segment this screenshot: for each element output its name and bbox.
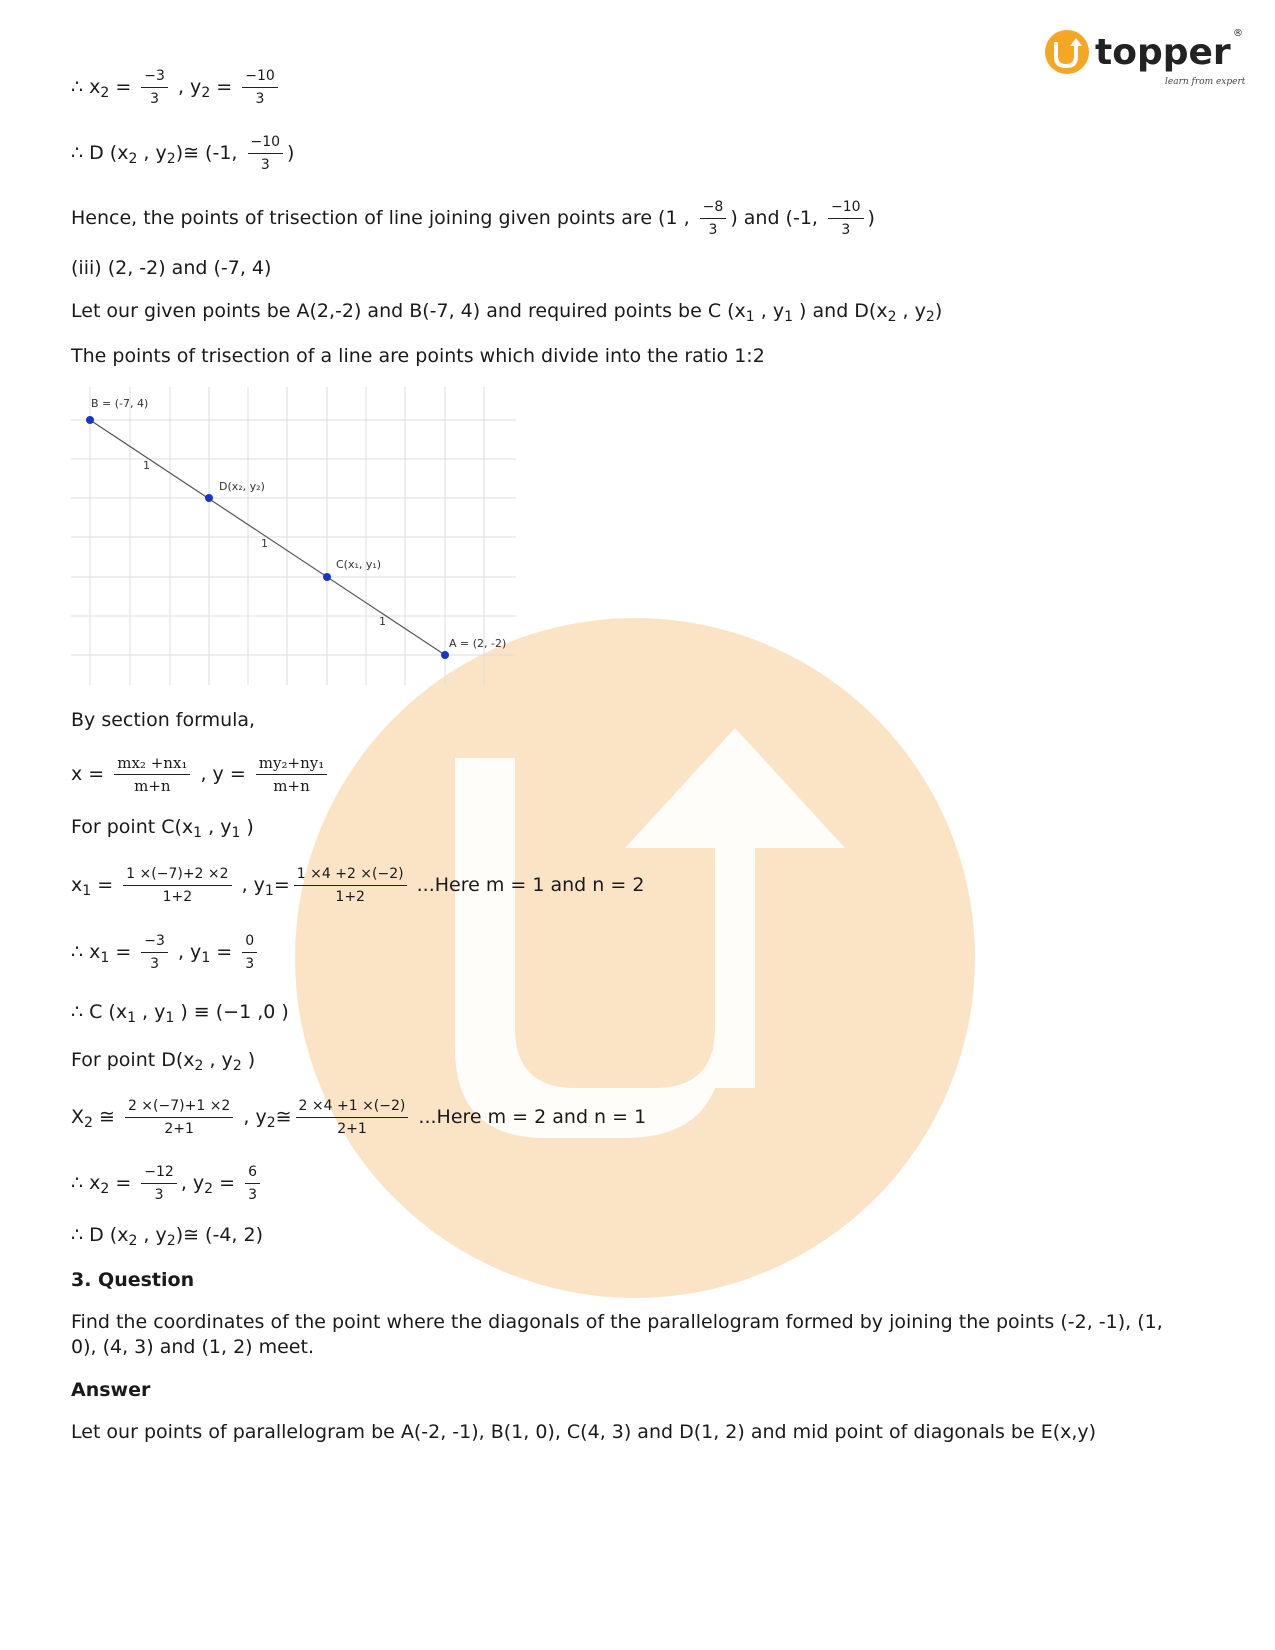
numerator: mx₂ +nx₁ (114, 755, 190, 775)
subscript: 1 (745, 309, 755, 325)
subscript: 2 (204, 1181, 214, 1197)
line-hence-trisection (71, 199, 875, 238)
text: = (213, 1172, 242, 1194)
point-b (86, 416, 94, 424)
text: ≅ (275, 1106, 292, 1128)
fraction (256, 755, 327, 794)
subscript: 2 (925, 309, 935, 325)
logo-wordmark: topper (1095, 32, 1231, 73)
label-d: D(x₂, y₂) (219, 480, 265, 493)
line-d-computation (71, 1098, 646, 1137)
trisection-graph (71, 387, 516, 685)
numerator: 2 ×(−7)+1 ×2 (125, 1098, 233, 1118)
question-3-title: 3. Question (71, 1269, 195, 1291)
ratio-label-3: 1 (379, 615, 386, 628)
fraction (141, 933, 168, 972)
text: , y (137, 1224, 167, 1246)
numerator: 1 ×(−7)+2 ×2 (123, 866, 231, 886)
text: = (210, 941, 239, 963)
question-3-text: Find the coordinates of the point where the diagonals of the parallelogram formed by joining the points (-2, -1), (1, 0), (4, 3) and (1, 2) meet. (71, 1311, 1163, 1358)
subscript: 1 (82, 883, 92, 899)
label-b: B = (-7, 4) (91, 397, 149, 410)
denominator: 3 (708, 222, 718, 238)
text: For point C(x (71, 816, 194, 838)
subscript: 1 (264, 883, 274, 899)
numerator: 2 ×4 +1 ×(−2) (296, 1098, 409, 1118)
subscript: 2 (232, 1058, 242, 1074)
answer-text: Let our points of parallelogram be A(-2, -1), B(1, 0), C(4, 3) and D(1, 2) and mid point of diagonals be E(x,y) (71, 1421, 1097, 1443)
subscript: 1 (193, 825, 203, 841)
text: ∴ x (71, 941, 101, 963)
text: , y (203, 1049, 233, 1071)
point-c (323, 573, 331, 581)
fraction (294, 866, 407, 905)
denominator: 3 (150, 91, 160, 107)
text: ) (240, 816, 254, 838)
subscript: 2 (194, 1058, 204, 1074)
numerator: −10 (248, 134, 284, 154)
fraction (245, 1164, 260, 1203)
line-for-point-d (71, 1048, 255, 1078)
subscript: 2 (201, 85, 211, 101)
text: ...Here m = 1 and n = 2 (410, 874, 645, 896)
numerator: my₂+ny₁ (256, 755, 327, 775)
denominator: 2+1 (337, 1121, 367, 1137)
line-for-point-c (71, 815, 254, 845)
text: ∴ C (x (71, 1001, 128, 1023)
fraction (248, 134, 284, 173)
numerator: 1 ×4 +2 ×(−2) (294, 866, 407, 886)
text: ) (241, 1049, 256, 1071)
text: x = (71, 763, 111, 785)
subscript: 2 (887, 309, 897, 325)
text: , y (235, 874, 265, 896)
logo-tagline: learn from experts (1165, 77, 1245, 87)
registered-mark: ® (1233, 28, 1243, 39)
subscript: 2 (84, 1115, 93, 1131)
numerator: −10 (828, 199, 864, 219)
subscript: 1 (231, 825, 241, 841)
text: ∴ x (71, 1172, 101, 1194)
line-d-coords (71, 1223, 263, 1253)
denominator: 3 (255, 91, 265, 107)
line-x2-y2-values (71, 68, 282, 107)
text: , y = (194, 763, 252, 785)
label-a: A = (2, -2) (449, 637, 507, 650)
denominator: 3 (260, 157, 270, 173)
line-c-computation (71, 866, 644, 905)
text: , y (896, 300, 926, 322)
line-given-points (71, 299, 942, 329)
watermark-logo (295, 618, 975, 1298)
line-trisection-ratio: The points of trisection of a line are points which divide into the ratio 1:2 (71, 345, 765, 367)
subscript: 1 (784, 309, 794, 325)
text: , y (171, 76, 202, 98)
fraction (296, 1098, 409, 1137)
subscript: 2 (128, 1233, 138, 1249)
text: ∴ D (x (71, 1224, 129, 1246)
subscript: 1 (127, 1010, 137, 1026)
text: , y (202, 816, 232, 838)
text: , y (754, 300, 785, 322)
subscript: 2 (266, 1115, 276, 1131)
ratio-label-2: 1 (261, 537, 268, 550)
fraction (125, 1098, 233, 1137)
label-c: C(x₁, y₁) (336, 558, 382, 571)
numerator: 0 (242, 933, 257, 953)
numerator: −8 (700, 199, 727, 219)
text: = (109, 941, 138, 963)
text: ...Here m = 2 and n = 1 (412, 1106, 647, 1128)
text: = (109, 76, 138, 98)
subscript: 1 (100, 950, 110, 966)
text: ) (287, 142, 295, 164)
line-d-result (71, 1164, 264, 1203)
fraction (123, 866, 231, 905)
subscript: 2 (100, 85, 110, 101)
fraction (828, 199, 864, 238)
text: )≅ (-4, 2) (175, 1224, 263, 1246)
text: , y (171, 941, 202, 963)
denominator: 3 (154, 1187, 164, 1203)
fraction (114, 755, 190, 794)
part-iii-heading: (iii) (2, -2) and (-7, 4) (71, 257, 272, 279)
topper-logo (1045, 26, 1245, 90)
numerator: −3 (141, 933, 168, 953)
fraction (141, 1164, 177, 1203)
fraction (242, 933, 257, 972)
text: Let our given points be A(2,-2) and B(-7, 4) and required points be C (x (71, 300, 746, 322)
text: = (210, 76, 239, 98)
text: ) ≡ (−1 ,0 ) (174, 1001, 289, 1023)
denominator: 1+2 (162, 889, 193, 905)
text: Hence, the points of trisection of line joining given points are (1 , (71, 207, 696, 229)
ratio-label-1: 1 (143, 459, 150, 472)
text: X (71, 1106, 85, 1128)
fraction (700, 199, 727, 238)
text: = (91, 874, 120, 896)
line-point-d (71, 134, 294, 173)
text: )≅ (-1, (175, 142, 244, 164)
subscript: 2 (166, 151, 176, 167)
point-d (205, 494, 213, 502)
denominator: 1+2 (335, 889, 365, 905)
denominator: 3 (248, 1187, 258, 1203)
denominator: 3 (841, 222, 851, 238)
answer-title: Answer (71, 1379, 151, 1401)
text: ) and D(x (793, 300, 888, 322)
text: , y (237, 1106, 267, 1128)
point-a (441, 651, 449, 659)
text: ) (867, 207, 875, 229)
line-formula (71, 755, 331, 794)
subscript: 2 (128, 151, 138, 167)
denominator: 3 (150, 956, 160, 972)
fraction (242, 68, 278, 107)
text: ∴ x (71, 76, 101, 98)
text: = (273, 874, 290, 896)
denominator: m+n (134, 777, 171, 795)
text: , y (137, 142, 167, 164)
fraction (141, 68, 168, 107)
text: , y (136, 1001, 166, 1023)
subscript: 2 (166, 1233, 176, 1249)
watermark-circle (295, 618, 975, 1298)
text: ≅ (92, 1106, 121, 1128)
numerator: −3 (141, 68, 168, 88)
denominator: 2+1 (164, 1121, 194, 1137)
line-section-formula: By section formula, (71, 709, 256, 731)
text: = (109, 1172, 138, 1194)
numerator: −12 (141, 1164, 177, 1184)
line-c-coords (71, 1000, 289, 1030)
text: ∴ D (x (71, 142, 129, 164)
denominator: 3 (245, 956, 255, 972)
subscript: 2 (100, 1181, 110, 1197)
text: ) and (-1, (730, 207, 824, 229)
denominator: m+n (273, 777, 310, 795)
line-c-result (71, 933, 261, 972)
text: x (71, 874, 83, 896)
text: For point D(x (71, 1049, 195, 1071)
subscript: 1 (201, 950, 211, 966)
text: ) (934, 300, 943, 322)
text: , y (180, 1172, 205, 1194)
numerator: 6 (245, 1164, 260, 1184)
subscript: 1 (165, 1010, 175, 1026)
numerator: −10 (242, 68, 278, 88)
